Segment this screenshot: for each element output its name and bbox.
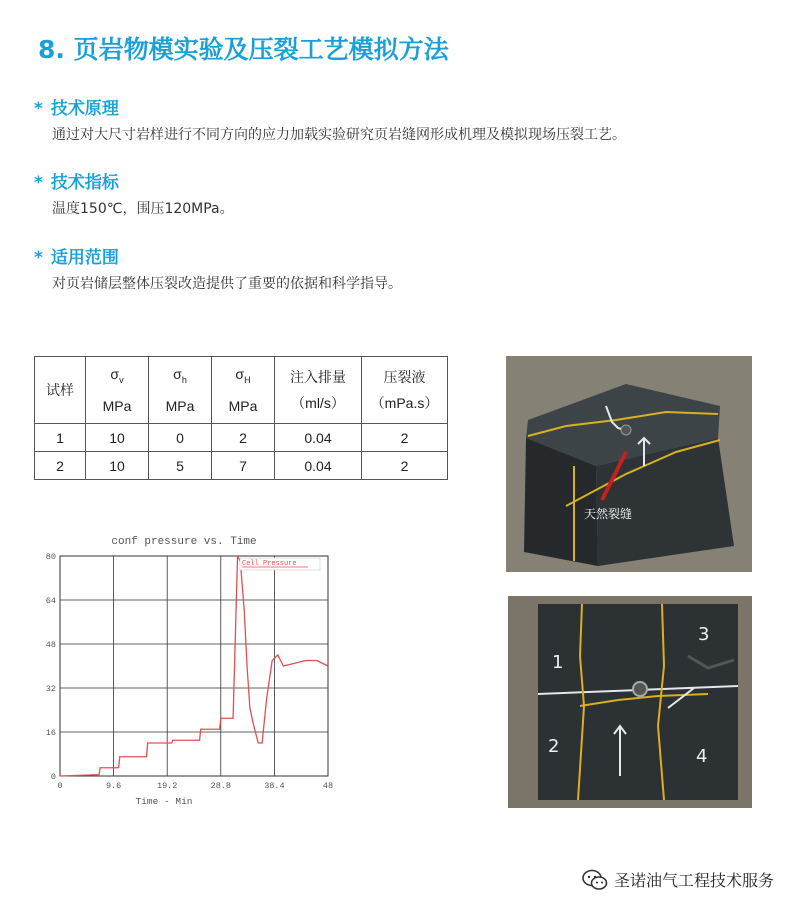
table-header-row [35,357,448,424]
section-body-scope: 对页岩储层整体压裂改造提供了重要的依据和科学指导。 [52,276,402,292]
block-number-2: 2 [548,736,560,757]
block-number-4: 4 [696,746,708,767]
section-heading-specs: * 技术指标 [34,173,119,193]
bullet-star-icon: * [34,99,43,119]
bullet-star-icon: * [34,173,43,193]
footer-brand [582,868,774,891]
y-tick-label: 32 [45,684,56,694]
experiment-parameter-table [34,356,448,480]
rock-sample-drawing [506,356,752,572]
table-cell: 2 [35,452,86,480]
x-tick-label: 9.6 [105,781,122,791]
x-axis-label: Time - Min [135,796,193,807]
header-fluid-viscosity: 压裂液 （mPa.s） [362,357,448,424]
x-tick-label: 48 [322,781,334,791]
table-cell: 2 [212,424,275,452]
table-cell: 2 [362,424,448,452]
fractured-sample-drawing [508,596,752,808]
section-body-principle: 通过对大尺寸岩样进行不同方向的应力加载实验研究页岩缝网形成机理及模拟现场压裂工艺。 [52,127,626,143]
table-row [35,452,448,480]
y-tick-label: 80 [45,552,56,562]
chart-title: conf pressure vs. Time [111,536,257,548]
table-cell: 1 [35,424,86,452]
y-tick-label: 64 [45,596,56,606]
header-sample: 试样 [35,357,86,424]
header-sigma-H: $\sigma_H$ MPa [212,357,275,424]
table-cell: 0.04 [275,452,362,480]
block-number-3: 3 [698,624,710,645]
header-injection-rate: 注入排量 （ml/s） [275,357,362,424]
table-cell: 10 [86,424,149,452]
y-tick-label: 48 [45,640,56,650]
rock-sample-photo-fractured [508,596,752,808]
x-tick-label: 19.2 [156,781,178,791]
table-cell: 5 [149,452,212,480]
table-cell: 10 [86,452,149,480]
chart-svg [36,528,348,818]
confining-pressure-chart [36,528,348,818]
footer-text: 圣诺油气工程技术服务 [613,871,774,890]
header-sigma-h: $\sigma_h$ MPa [149,357,212,424]
legend-entry: Cell Pressure [242,560,297,568]
table-cell: 7 [212,452,275,480]
x-tick-label: 0 [57,781,63,791]
wechat-icon [582,869,608,891]
table-cell: 0.04 [275,424,362,452]
section-body-specs: 温度150℃，围压120MPa。 [52,201,234,217]
table-cell: 0 [149,424,212,452]
bullet-star-icon: * [34,248,43,268]
section-heading-scope: * 适用范围 [34,248,119,268]
table-row [35,424,448,452]
rock-sample-photo-natural-fracture [506,356,752,572]
header-sigma-v: $\sigma_v$ MPa [86,357,149,424]
y-tick-label: 16 [45,728,56,738]
x-tick-label: 38.4 [264,781,285,791]
y-tick-label: 0 [50,772,56,782]
series-line [60,556,328,776]
section-heading-principle: * 技术原理 [34,99,119,119]
plot-frame [60,556,328,776]
page-title: 8. 页岩物模实验及压裂工艺模拟方法 [38,35,449,64]
table-cell: 2 [362,452,448,480]
x-tick-label: 28.8 [210,781,232,791]
block-number-1: 1 [552,652,564,673]
natural-fracture-label: 天然裂缝 [584,507,633,521]
